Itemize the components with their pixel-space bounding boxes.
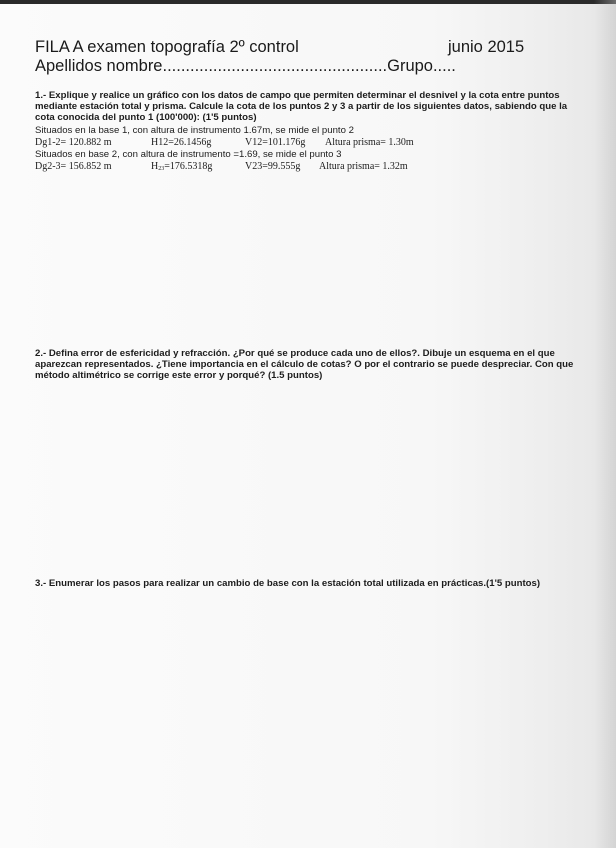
v-2-3: V23=99.555g	[245, 161, 301, 172]
question-1-base2-line: Situados en base 2, con altura de instrumento =1.69, se mide el punto 3	[35, 149, 342, 160]
scan-shadow	[594, 0, 616, 848]
question-1-data-row-1	[35, 137, 595, 149]
dg-1-2: Dg1-2= 120.882 m	[35, 137, 112, 148]
h-2-3: H23=176.5318g	[151, 161, 213, 172]
exam-date: junio 2015	[448, 38, 525, 56]
scan-top-edge	[0, 0, 616, 4]
question-1-text: 1.- Explique y realice un gráfico con los datos de campo que permiten determinar el desnivel y la cota entre puntos mediante estación total y prisma. Calcule la cota de los puntos 2 y 3 a partir de los siguientes datos, sabiendo que la cota conocida del punto 1 (100'000): (1'5 puntos)	[35, 90, 568, 124]
question-1-base1-line: Situados en la base 1, con altura de instrumento 1.67m, se mide el punto 2	[35, 125, 354, 136]
question-3-text: 3.- Enumerar los pasos para realizar un cambio de base con la estación total utilizada en prácticas.(1'5 puntos)	[35, 578, 541, 589]
question-1-data-row-2	[35, 161, 595, 173]
v-1-2: V12=101.176g	[245, 137, 306, 148]
h-1-2: H12=26.1456g	[151, 137, 212, 148]
prism-height-1: Altura prisma= 1.30m	[325, 137, 414, 148]
question-2-text: 2.- Defina error de esfericidad y refracción. ¿Por qué se produce cada uno de ellos?. Dibuje un esquema en el que aparezcan representados. ¿Tiene importancia en el cálculo de cotas? O por el contrario se puede despreciar. Con que método altimétrico se corrige este error y porqué? (1.5 puntos)	[35, 348, 574, 382]
name-group-line: Apellidos nombre.................................................Grupo.....	[35, 57, 456, 75]
prism-height-2: Altura prisma= 1.32m	[319, 161, 408, 172]
exam-title: FILA A examen topografía 2º control	[35, 38, 299, 56]
dg-2-3: Dg2-3= 156.852 m	[35, 161, 112, 172]
